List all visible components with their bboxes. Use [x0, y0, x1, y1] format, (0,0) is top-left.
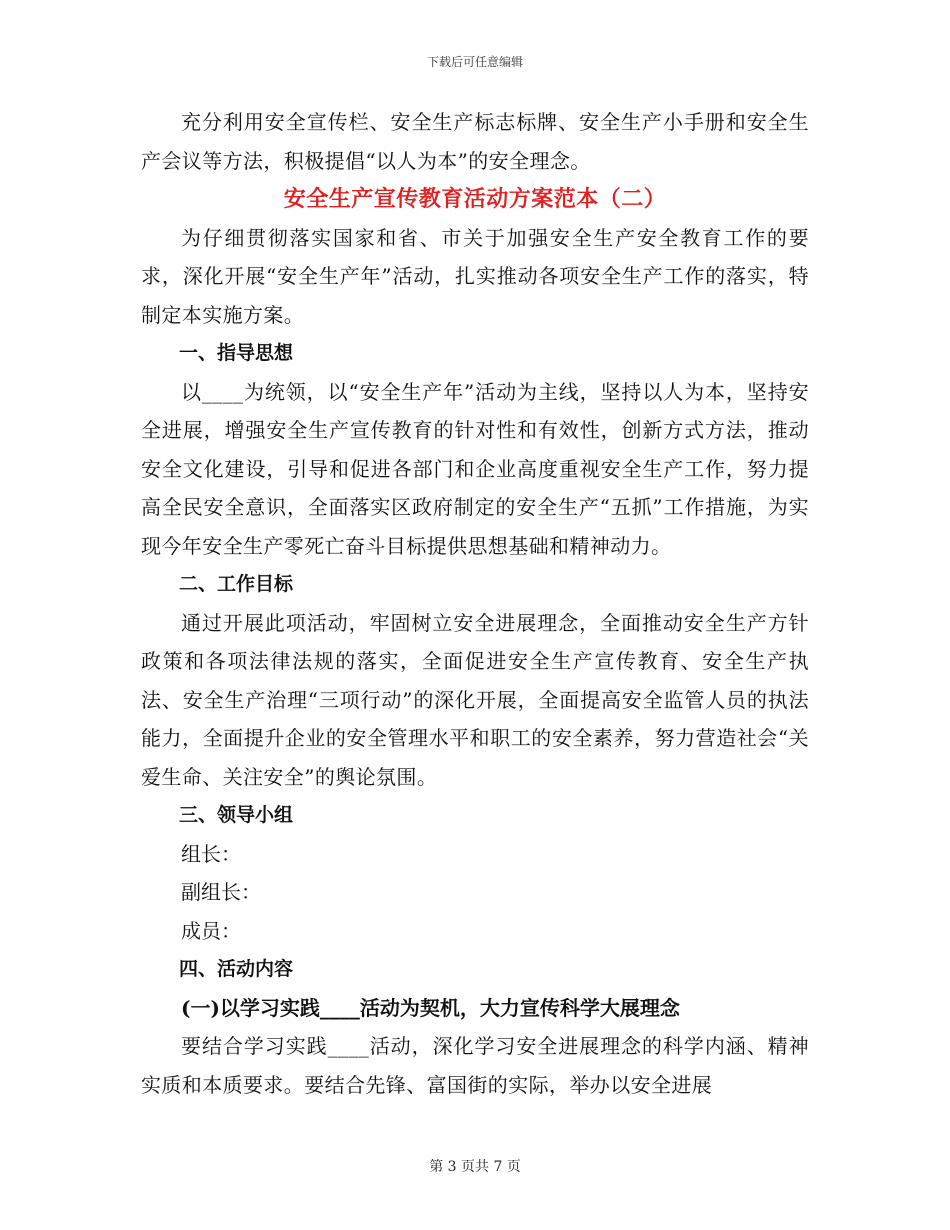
vice-leader-line: 副组长： — [181, 880, 261, 904]
subsection-1-paragraph: 要结合学习实践____活动，深化学习安全进展理念的科学内涵、精神实质和本质要求。要结合先锋、富国街的实际，举办以安全进展 — [141, 1034, 809, 1097]
leader-line: 组长： — [181, 841, 241, 866]
work-goal-paragraph: 通过开展此项活动，牢固树立安全进展理念，全面推动安全生产方针政策和各项法律法规的落实，全面促进安全生产宣传教育、安全生产执法、安全生产治理“三项行动”的深化开展，全面提高安全监管人员的执法能力，全面提升企业的安全管理水平和职工的安全素养，努力营造社会“关爱生命、关注安全”的舆论氛围。 — [141, 610, 809, 789]
section-heading-work-goal: 二、工作目标 — [179, 573, 294, 595]
document-body — [141, 103, 809, 1104]
intro-paragraph: 充分利用安全宣传栏、安全生产标志标牌、安全生产小手册和安全生产会议等方法，积极提倡“以人为本”的安全理念。 — [141, 110, 809, 173]
purpose-paragraph: 为仔细贯彻落实国家和省、市关于加强安全生产安全教育工作的要求，深化开展“安全生产年”活动，扎实推动各项安全生产工作的落实，特制定本实施方案。 — [141, 225, 809, 327]
guiding-thought-paragraph: 以____为统领，以“安全生产年”活动为主线，坚持以人为本，坚持安全进展，增强安全生产宣传教育的针对性和有效性，创新方式方法，推动安全文化建设，引导和促进各部门和企业高度重视安全生产工作，努力提高全民安全意识，全面落实区政府制定的安全生产“五抓”工作措施，为实现今年安全生产零死亡奋斗目标提供思想基础和精神动力。 — [141, 379, 809, 558]
page-number: 第 3 页共 7 页 — [429, 1159, 521, 1175]
section-heading-guiding-thought: 一、指导思想 — [179, 342, 294, 364]
subsection-heading-1: (一)以学习实践____活动为契机，大力宣传科学大展理念 — [181, 995, 680, 1020]
header-note: 下载后可任意编辑 — [426, 55, 523, 69]
section-heading-leadership-group: 三、领导小组 — [179, 804, 294, 826]
members-line: 成员： — [181, 918, 241, 943]
document-title: 安全生产宣传教育活动方案范本（二） — [283, 186, 667, 212]
section-heading-activity-content: 四、活动内容 — [179, 958, 294, 980]
